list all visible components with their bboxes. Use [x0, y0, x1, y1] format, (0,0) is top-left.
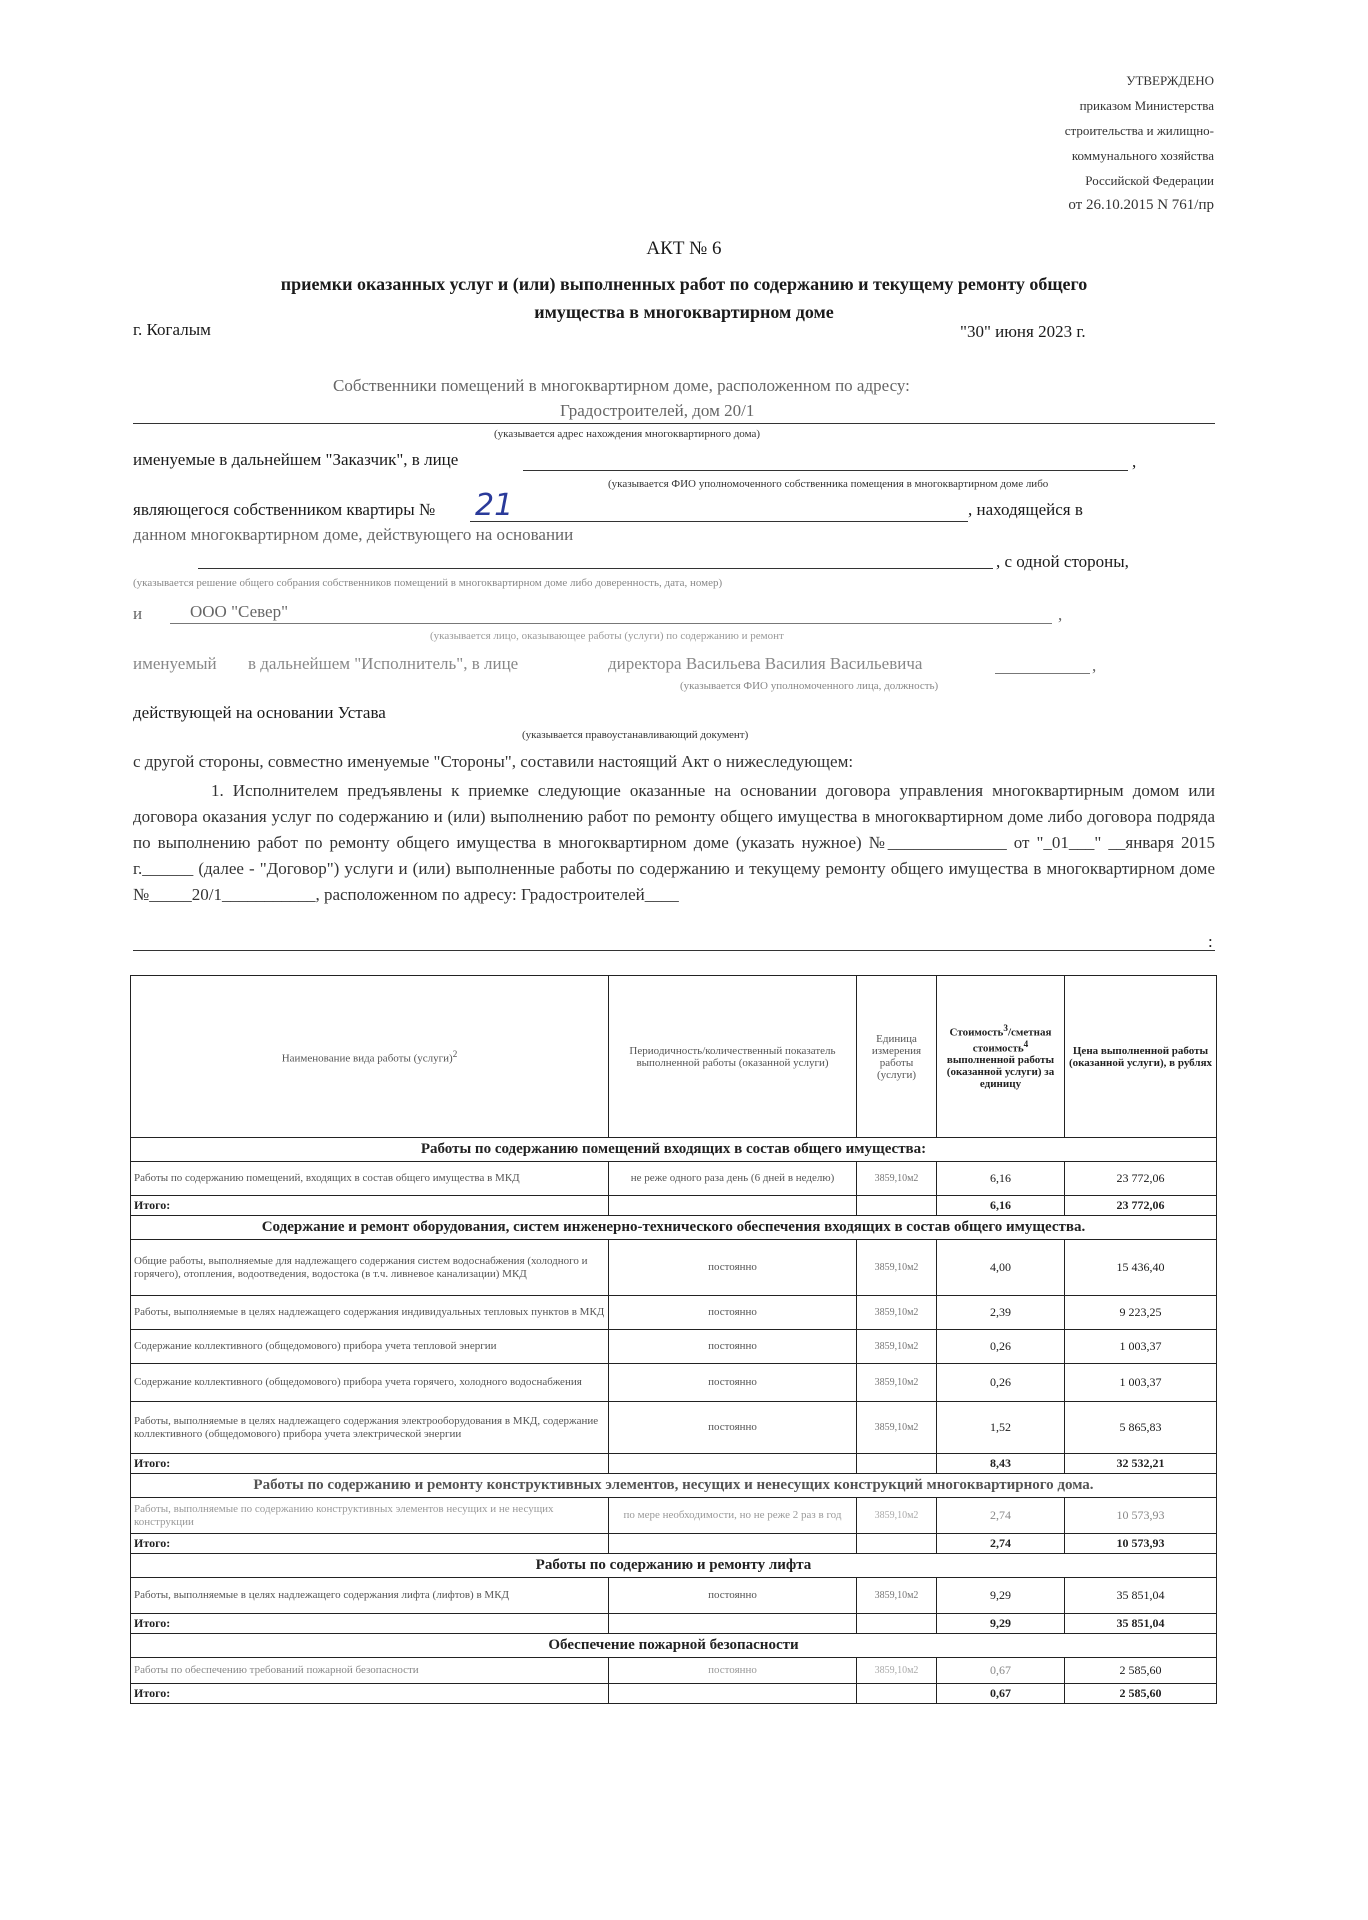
- section-title-row: [131, 1216, 1217, 1240]
- header-name: Наименование вида работы (услуги)$^2$: [131, 976, 609, 1138]
- work-periodicity: постоянно: [609, 1364, 857, 1402]
- section-title: Содержание и ремонт оборудования, систем инженерно-технического обеспечения входящих в состав общего имущества.: [131, 1216, 1217, 1240]
- work-unit: 3859,10м2: [857, 1402, 937, 1454]
- work-cost: 9,29: [937, 1578, 1065, 1614]
- clause-end: :: [1208, 932, 1213, 951]
- work-cost: 2,39: [937, 1296, 1065, 1330]
- customer-text: именуемые в дальнейшем "Заказчик", в лице: [133, 450, 459, 469]
- table-row: [131, 1162, 1217, 1196]
- work-price: 35 851,04: [1065, 1578, 1217, 1614]
- act-city: г. Когалым: [133, 320, 211, 339]
- address-note: (указывается адрес нахождения многоквартирного дома): [494, 428, 761, 440]
- total-row: [131, 1684, 1217, 1704]
- work-name: Работы, выполняемые в целях надлежащего содержания индивидуальных тепловых пунктов в МКД: [131, 1296, 609, 1330]
- total-label: Итого:: [131, 1614, 609, 1634]
- table-row: [131, 1498, 1217, 1534]
- act-subtitle-line1: приемки оказанных услуг и (или) выполненных работ по содержанию и текущему ремонту общего: [280, 274, 1088, 294]
- work-periodicity: постоянно: [609, 1578, 857, 1614]
- work-periodicity: постоянно: [609, 1658, 857, 1684]
- table-row: [131, 1364, 1217, 1402]
- owner-tail: , находящейся в: [968, 500, 1083, 519]
- owners-text: Собственники помещений в многоквартирном доме, расположенном по адресу:: [333, 376, 910, 395]
- work-unit: 3859,10м2: [857, 1364, 937, 1402]
- approval-block: [1065, 68, 1214, 218]
- customer-note: (указывается ФИО уполномоченного собственника помещения в многоквартирном доме либо: [608, 478, 1049, 490]
- table-row: [131, 1296, 1217, 1330]
- apartment-number-handwritten: 21: [475, 488, 514, 523]
- section-title-row: [131, 1138, 1217, 1162]
- acting-text: действующей на основании Устава: [133, 703, 386, 722]
- approval-line: УТВЕРЖДЕНО: [1126, 73, 1214, 88]
- work-price: 1 003,37: [1065, 1364, 1217, 1402]
- header-periodicity: Периодичность/количественный показатель выполненной работы (оказанной услуги): [609, 976, 857, 1138]
- act-subtitle: [0, 270, 1368, 326]
- section-title: Обеспечение пожарной безопасности: [131, 1634, 1217, 1658]
- address-value: Градостроителей, дом 20/1: [560, 401, 755, 420]
- total-cost: 2,74: [937, 1534, 1065, 1554]
- total-label: Итого:: [131, 1534, 609, 1554]
- act-number-title: АКТ № 6: [646, 238, 722, 259]
- acting-note: (указывается правоустанавливающий документ): [522, 729, 749, 741]
- contractor-name: ООО "Север": [190, 602, 289, 621]
- section-title-row: [131, 1474, 1217, 1498]
- work-name: Работы, выполняемые в целях надлежащего содержания лифта (лифтов) в МКД: [131, 1578, 609, 1614]
- approval-line: Российской Федерации: [1085, 173, 1214, 188]
- work-price: 1 003,37: [1065, 1330, 1217, 1364]
- executor-note: (указывается ФИО уполномоченного лица, должность): [680, 680, 939, 692]
- total-price: 35 851,04: [1065, 1614, 1217, 1634]
- basis-text: данном многоквартирном доме, действующего на основании: [133, 525, 574, 544]
- header-cost: Стоимость$^3$/сметная стоимость$^4$ выполненной работы (оказанной услуги) за единицу: [937, 976, 1065, 1138]
- work-cost: 0,67: [937, 1658, 1065, 1684]
- work-price: 15 436,40: [1065, 1240, 1217, 1296]
- clause-1: 1. Исполнителем предъявлены к приемке следующие оказанные на основании договора управления многоквартирным домом или договора оказания услуг по содержанию и (или) выполнению работ по ремонту общего имущества в многоквартирном доме либо договора подряда по выполнению работ по ремонту общего имущества в многоквартирном доме (указать нужное) №______________ от "_01___" __января 2015 г.______ (далее - "Договор") услуги и (или) выполненные работы по содержанию и текущему ремонту общего имущества в многоквартирном доме №_____20/1___________, расположенном по адресу: Градостроителей____: [133, 781, 1215, 904]
- total-cost: 8,43: [937, 1454, 1065, 1474]
- table-row: [131, 1240, 1217, 1296]
- total-row: [131, 1196, 1217, 1216]
- customer-comma: ,: [1132, 452, 1137, 471]
- work-name: Работы, выполняемые по содержанию конструктивных элементов несущих и не несущих конструкции: [131, 1498, 609, 1534]
- total-cost: 0,67: [937, 1684, 1065, 1704]
- section-title: Работы по содержанию и ремонту конструктивных элементов, несущих и ненесущих конструкций многоквартирного дома.: [131, 1474, 1217, 1498]
- address-underline: [133, 423, 1215, 424]
- clause-underline: [133, 950, 1215, 951]
- work-price: 2 585,60: [1065, 1658, 1217, 1684]
- executor-text-2: в дальнейшем "Исполнитель", в лице: [248, 654, 519, 673]
- and-text: и: [133, 604, 143, 623]
- work-name: Содержание коллективного (общедомового) прибора учета горячего, холодного водоснабжения: [131, 1364, 609, 1402]
- executor-person: директора Васильева Василия Васильевича: [608, 654, 923, 673]
- table-header-row: [131, 976, 1217, 1138]
- work-price: 23 772,06: [1065, 1162, 1217, 1196]
- work-unit: 3859,10м2: [857, 1658, 937, 1684]
- header-unit: Единица измерения работы (услуги): [857, 976, 937, 1138]
- work-unit: 3859,10м2: [857, 1578, 937, 1614]
- contractor-comma: ,: [1058, 605, 1063, 624]
- header-price: Цена выполненной работы (оказанной услуги), в рублях: [1065, 976, 1217, 1138]
- work-cost: 4,00: [937, 1240, 1065, 1296]
- executor-text: именуемый: [133, 654, 217, 673]
- table-row: [131, 1578, 1217, 1614]
- total-label: Итого:: [131, 1684, 609, 1704]
- work-cost: 1,52: [937, 1402, 1065, 1454]
- work-name: Работы по содержанию помещений, входящих в состав общего имущества в МКД: [131, 1162, 609, 1196]
- work-periodicity: постоянно: [609, 1296, 857, 1330]
- basis-note: (указывается решение общего собрания собственников помещений в многоквартирном доме либо доверенность, дата, номер): [133, 577, 723, 589]
- approval-line: приказом Министерства: [1079, 98, 1214, 113]
- work-price: 10 573,93: [1065, 1498, 1217, 1534]
- approval-line: от 26.10.2015 N 761/пр: [1068, 197, 1214, 213]
- work-cost: 6,16: [937, 1162, 1065, 1196]
- work-unit: 3859,10м2: [857, 1240, 937, 1296]
- total-row: [131, 1454, 1217, 1474]
- total-row: [131, 1534, 1217, 1554]
- owner-text: являющегося собственником квартиры №: [133, 500, 436, 519]
- work-unit: 3859,10м2: [857, 1498, 937, 1534]
- section-title: Работы по содержанию и ремонту лифта: [131, 1554, 1217, 1578]
- approval-line: коммунального хозяйства: [1071, 148, 1214, 163]
- customer-underline: [523, 470, 1128, 471]
- work-periodicity: постоянно: [609, 1240, 857, 1296]
- work-unit: 3859,10м2: [857, 1330, 937, 1364]
- table-row: [131, 1330, 1217, 1364]
- one-side-text: , с одной стороны,: [996, 552, 1129, 571]
- works-table: [130, 975, 1217, 1704]
- act-date: "30" июня 2023 г.: [960, 322, 1086, 341]
- work-price: 9 223,25: [1065, 1296, 1217, 1330]
- work-cost: 0,26: [937, 1330, 1065, 1364]
- work-name: Работы по обеспечению требований пожарной безопасности: [131, 1658, 609, 1684]
- work-unit: 3859,10м2: [857, 1296, 937, 1330]
- total-cost: 9,29: [937, 1614, 1065, 1634]
- other-side-text: с другой стороны, совместно именуемые "Стороны", составили настоящий Акт о нижеследующем:: [133, 752, 854, 771]
- work-name: Работы, выполняемые в целях надлежащего содержания электрооборудования в МКД, содержание коллективного (общедомового) прибора учета электрической энергии: [131, 1402, 609, 1454]
- table-row: [131, 1658, 1217, 1684]
- work-cost: 2,74: [937, 1498, 1065, 1534]
- total-label: Итого:: [131, 1196, 609, 1216]
- apartment-underline: [470, 521, 968, 522]
- contractor-underline: [170, 623, 1052, 624]
- total-price: 2 585,60: [1065, 1684, 1217, 1704]
- total-label: Итого:: [131, 1454, 609, 1474]
- section-title-row: [131, 1634, 1217, 1658]
- section-title-row: [131, 1554, 1217, 1578]
- table-row: [131, 1402, 1217, 1454]
- basis-underline: [198, 568, 993, 569]
- executor-comma: ,: [1092, 656, 1097, 675]
- act-subtitle-line2: имущества в многоквартирном доме: [534, 302, 834, 322]
- work-periodicity: постоянно: [609, 1330, 857, 1364]
- total-price: 10 573,93: [1065, 1534, 1217, 1554]
- work-unit: 3859,10м2: [857, 1162, 937, 1196]
- contractor-note: (указывается лицо, оказывающее работы (услуги) по содержанию и ремонт: [430, 630, 784, 642]
- total-row: [131, 1614, 1217, 1634]
- section-title: Работы по содержанию помещений входящих в состав общего имущества:: [131, 1138, 1217, 1162]
- work-periodicity: постоянно: [609, 1402, 857, 1454]
- work-name: Общие работы, выполняемые для надлежащего содержания систем водоснабжения (холодного и горячего), отопления, водоотведения, водостока (в т.ч. ливневое канализации) МКД: [131, 1240, 609, 1296]
- total-price: 23 772,06: [1065, 1196, 1217, 1216]
- total-cost: 6,16: [937, 1196, 1065, 1216]
- approval-line: строительства и жилищно-: [1064, 123, 1214, 138]
- work-name: Содержание коллективного (общедомового) прибора учета тепловой энергии: [131, 1330, 609, 1364]
- work-periodicity: не реже одного раза день (6 дней в неделю): [609, 1162, 857, 1196]
- work-price: 5 865,83: [1065, 1402, 1217, 1454]
- total-price: 32 532,21: [1065, 1454, 1217, 1474]
- work-cost: 0,26: [937, 1364, 1065, 1402]
- executor-underline: [995, 673, 1090, 674]
- work-periodicity: по мере необходимости, но не реже 2 раз в год: [609, 1498, 857, 1534]
